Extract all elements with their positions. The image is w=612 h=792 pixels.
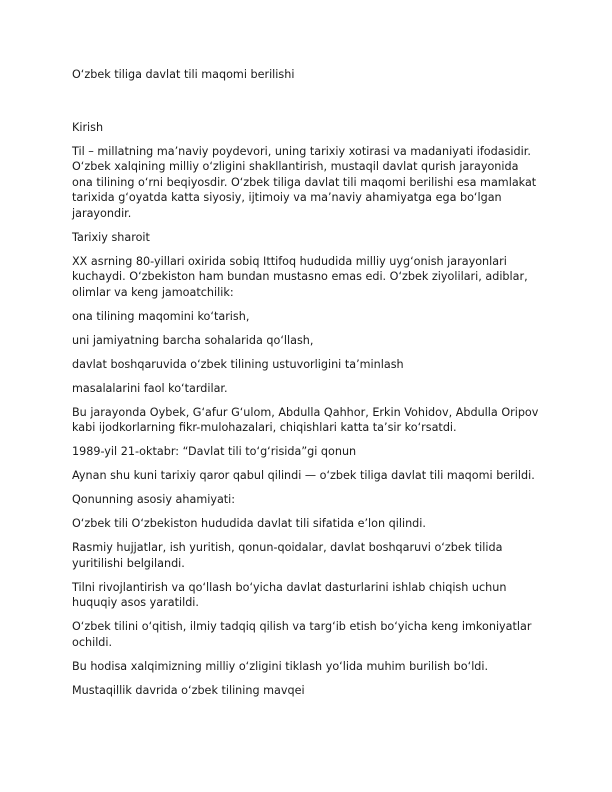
paragraph: Rasmiy hujjatlar, ish yuritish, qonun-qoidalar, davlat boshqaruvi o‘zbek tilida yuritilishi belgilandi.: [72, 541, 503, 570]
paragraph: XX asrning 80-yillari oxirida sobiq Ittifoq hududida milliy uyg‘onish jarayonlari kuchaydi. O‘zbekiston ham bundan mustasno emas edi. O‘zbek ziyolilari, adiblar, olimlar va keng jamoatchilik:: [72, 254, 528, 299]
paragraph: ona tilining maqomini ko‘tarish,: [72, 309, 250, 323]
document-title: O‘zbek tiliga davlat tili maqomi berilishi: [72, 68, 295, 81]
paragraph: Aynan shu kuni tarixiy qaror qabul qilindi — o‘zbek tiliga davlat tili maqomi berildi.: [72, 469, 535, 482]
paragraph: Tilni rivojlantirish va qo‘llash bo‘yicha davlat dasturlarini ishlab chiqish uchun huquqiy asos yaratildi.: [72, 580, 507, 609]
section-heading: 1989-yil 21-oktabr: “Davlat tili to‘g‘risida”gi qonun: [72, 445, 357, 458]
paragraph: Bu jarayonda Oybek, G‘afur G‘ulom, Abdulla Qahhor, Erkin Vohidov, Abdulla Oripov kabi ijodkorlarning fikr-mulohazalari, chiqishlari katta ta’sir ko‘rsatdi.: [72, 405, 539, 434]
paragraph: O‘zbek tilini o‘qitish, ilmiy tadqiq qilish va targ‘ib etish bo‘yicha keng imkoniyatlar ochildi.: [72, 620, 532, 649]
section-heading: Qonunning asosiy ahamiyati:: [72, 493, 236, 506]
paragraph: uni jamiyatning barcha sohalarida qo‘llash,: [72, 333, 314, 347]
paragraph: O‘zbek tili O‘zbekiston hududida davlat tili sifatida e’lon qilindi.: [72, 517, 426, 530]
section-kirish: [72, 120, 542, 222]
section-ahamiyat: [72, 492, 542, 674]
paragraph: Til – millatning ma’naviy poydevori, uning tarixiy xotirasi va madaniyati ifodasidir. O‘zbek xalqining milliy o‘zligini shakllantirish, mustaqil davlat qurish jarayonida ona tilining o‘rni beqiyosdir. O‘zbek tiliga davlat tili maqomi berilishi esa mamlakat tarixida g‘oyatda katta siyosiy, ijtimoiy va ma’naviy ahamiyatga ega bo‘lgan jarayondir.: [72, 144, 537, 220]
document-body: [72, 67, 542, 707]
section-heading: Kirish: [72, 120, 104, 134]
section-mustaqillik: [72, 683, 542, 699]
paragraph: davlat boshqaruvida o‘zbek tilining ustuvorligini ta’minlash: [72, 357, 404, 371]
section-tarixiy-sharoit: [72, 230, 542, 436]
paragraph: masalalarini faol ko‘tardilar.: [72, 381, 228, 395]
section-qonun: [72, 444, 542, 484]
paragraph: Bu hodisa xalqimizning milliy o‘zligini tiklash yo‘lida muhim burilish bo‘ldi.: [72, 659, 489, 673]
section-heading: Tarixiy sharoit: [72, 230, 150, 244]
section-heading: Mustaqillik davrida o‘zbek tilining mavqei: [72, 683, 305, 697]
